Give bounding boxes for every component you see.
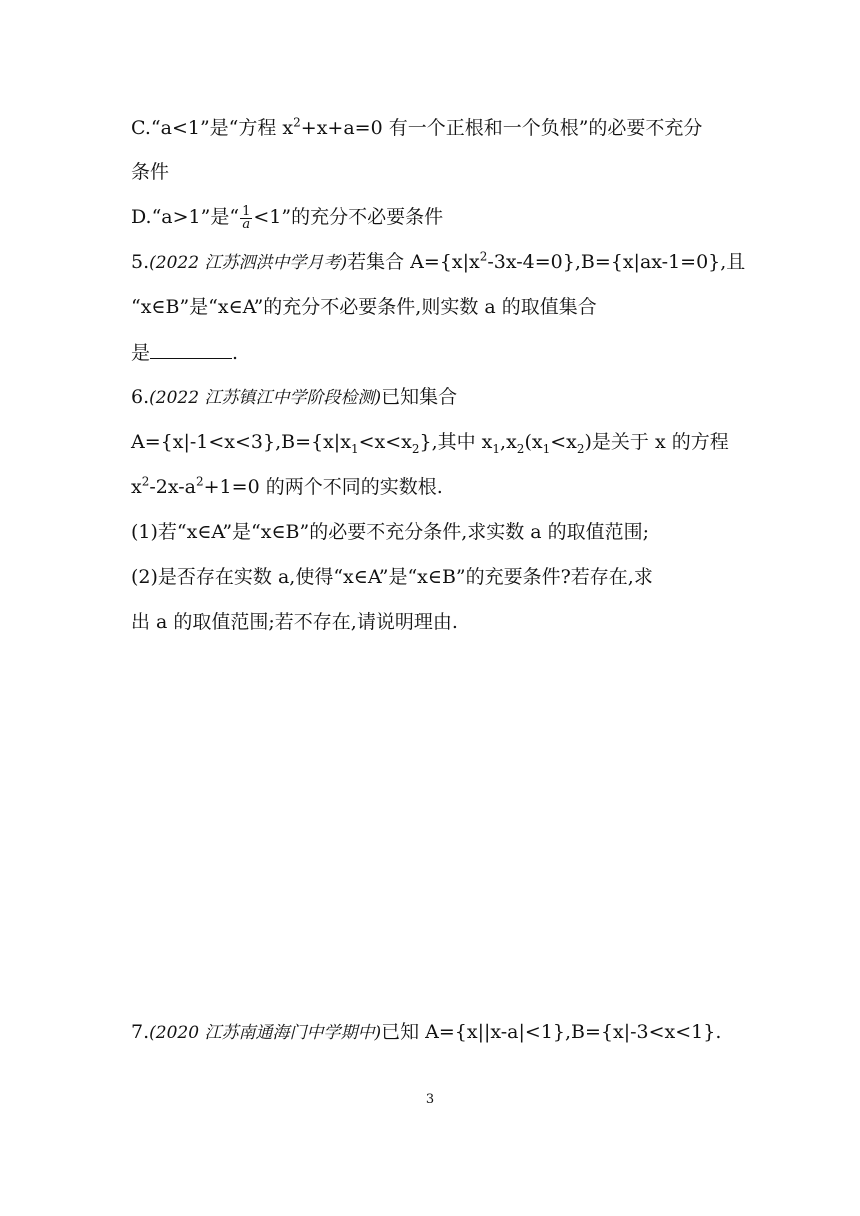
text: <x bbox=[550, 431, 577, 453]
q4-option-c-line2: 条件 bbox=[131, 161, 170, 183]
text: D.“a>1”是“ bbox=[131, 206, 240, 228]
q5-line3 bbox=[131, 340, 238, 365]
text: <1”的充分不必要条件 bbox=[253, 206, 444, 228]
text: -2x-a bbox=[149, 476, 196, 498]
text: C.“a<1”是“方程 x bbox=[131, 117, 294, 139]
superscript: 2 bbox=[196, 474, 204, 489]
text: x bbox=[131, 476, 142, 498]
superscript: 2 bbox=[479, 249, 488, 264]
fraction-numerator: 1 bbox=[242, 203, 251, 219]
text: +1=0 的两个不同的实数根. bbox=[203, 476, 443, 498]
answer-blank[interactable] bbox=[150, 340, 232, 359]
text: <x<x bbox=[358, 431, 412, 453]
subscript: 1 bbox=[350, 441, 359, 456]
fraction bbox=[240, 203, 252, 232]
text: . bbox=[232, 342, 239, 364]
text: )是关于 x 的方程 bbox=[584, 431, 729, 453]
question-source: (2022 江苏镇江中学阶段检测) bbox=[149, 388, 382, 408]
text: 已知 A={x||x-a|<1},B={x|-3<x<1}. bbox=[381, 1021, 722, 1043]
text: 若集合 A={x|x bbox=[347, 251, 480, 273]
text: ,x bbox=[500, 431, 517, 453]
q6-line1 bbox=[131, 385, 457, 410]
subscript: 2 bbox=[411, 441, 420, 456]
text: +x+a=0 有一个正根和一个负根”的必要不充分 bbox=[300, 117, 703, 139]
subscript: 1 bbox=[542, 441, 551, 456]
page-number: 3 bbox=[425, 1092, 435, 1107]
q6-part2-line2: 出 a 的取值范围;若不存在,请说明理由. bbox=[131, 611, 458, 633]
fraction-denominator: a bbox=[242, 216, 251, 232]
superscript: 2 bbox=[293, 115, 301, 130]
q5-line2: “x∈B”是“x∈A”的充分不必要条件,则实数 a 的取值集合 bbox=[131, 296, 597, 318]
subscript: 2 bbox=[516, 441, 525, 456]
question-number: 6. bbox=[131, 386, 150, 408]
q5-line1 bbox=[131, 250, 745, 275]
text: (x bbox=[524, 431, 543, 453]
subscript: 2 bbox=[576, 441, 585, 456]
question-number: 7. bbox=[131, 1021, 150, 1043]
question-source: (2022 江苏泗洪中学月考) bbox=[149, 253, 348, 273]
text: -3x-4=0},B={x|ax-1=0},且 bbox=[487, 251, 746, 273]
text: },其中 x bbox=[419, 431, 493, 453]
question-source: (2020 江苏南通海门中学期中) bbox=[149, 1023, 382, 1043]
subscript: 1 bbox=[492, 441, 501, 456]
q4-option-c-line1 bbox=[131, 116, 702, 140]
text: 是 bbox=[131, 342, 151, 364]
q4-option-d bbox=[131, 205, 443, 231]
q6-part2-line1: (2)是否存在实数 a,使得“x∈A”是“x∈B”的充要条件?若存在,求 bbox=[131, 566, 653, 588]
question-number: 5. bbox=[131, 251, 150, 273]
q6-line3 bbox=[131, 475, 443, 499]
q6-part1: (1)若“x∈A”是“x∈B”的必要不充分条件,求实数 a 的取值范围; bbox=[131, 521, 650, 543]
text: 已知集合 bbox=[381, 386, 458, 408]
q6-line2 bbox=[131, 430, 729, 454]
q7-line1 bbox=[131, 1020, 721, 1045]
superscript: 2 bbox=[141, 474, 150, 489]
text: A={x|-1<x<3},B={x|x bbox=[131, 431, 351, 453]
